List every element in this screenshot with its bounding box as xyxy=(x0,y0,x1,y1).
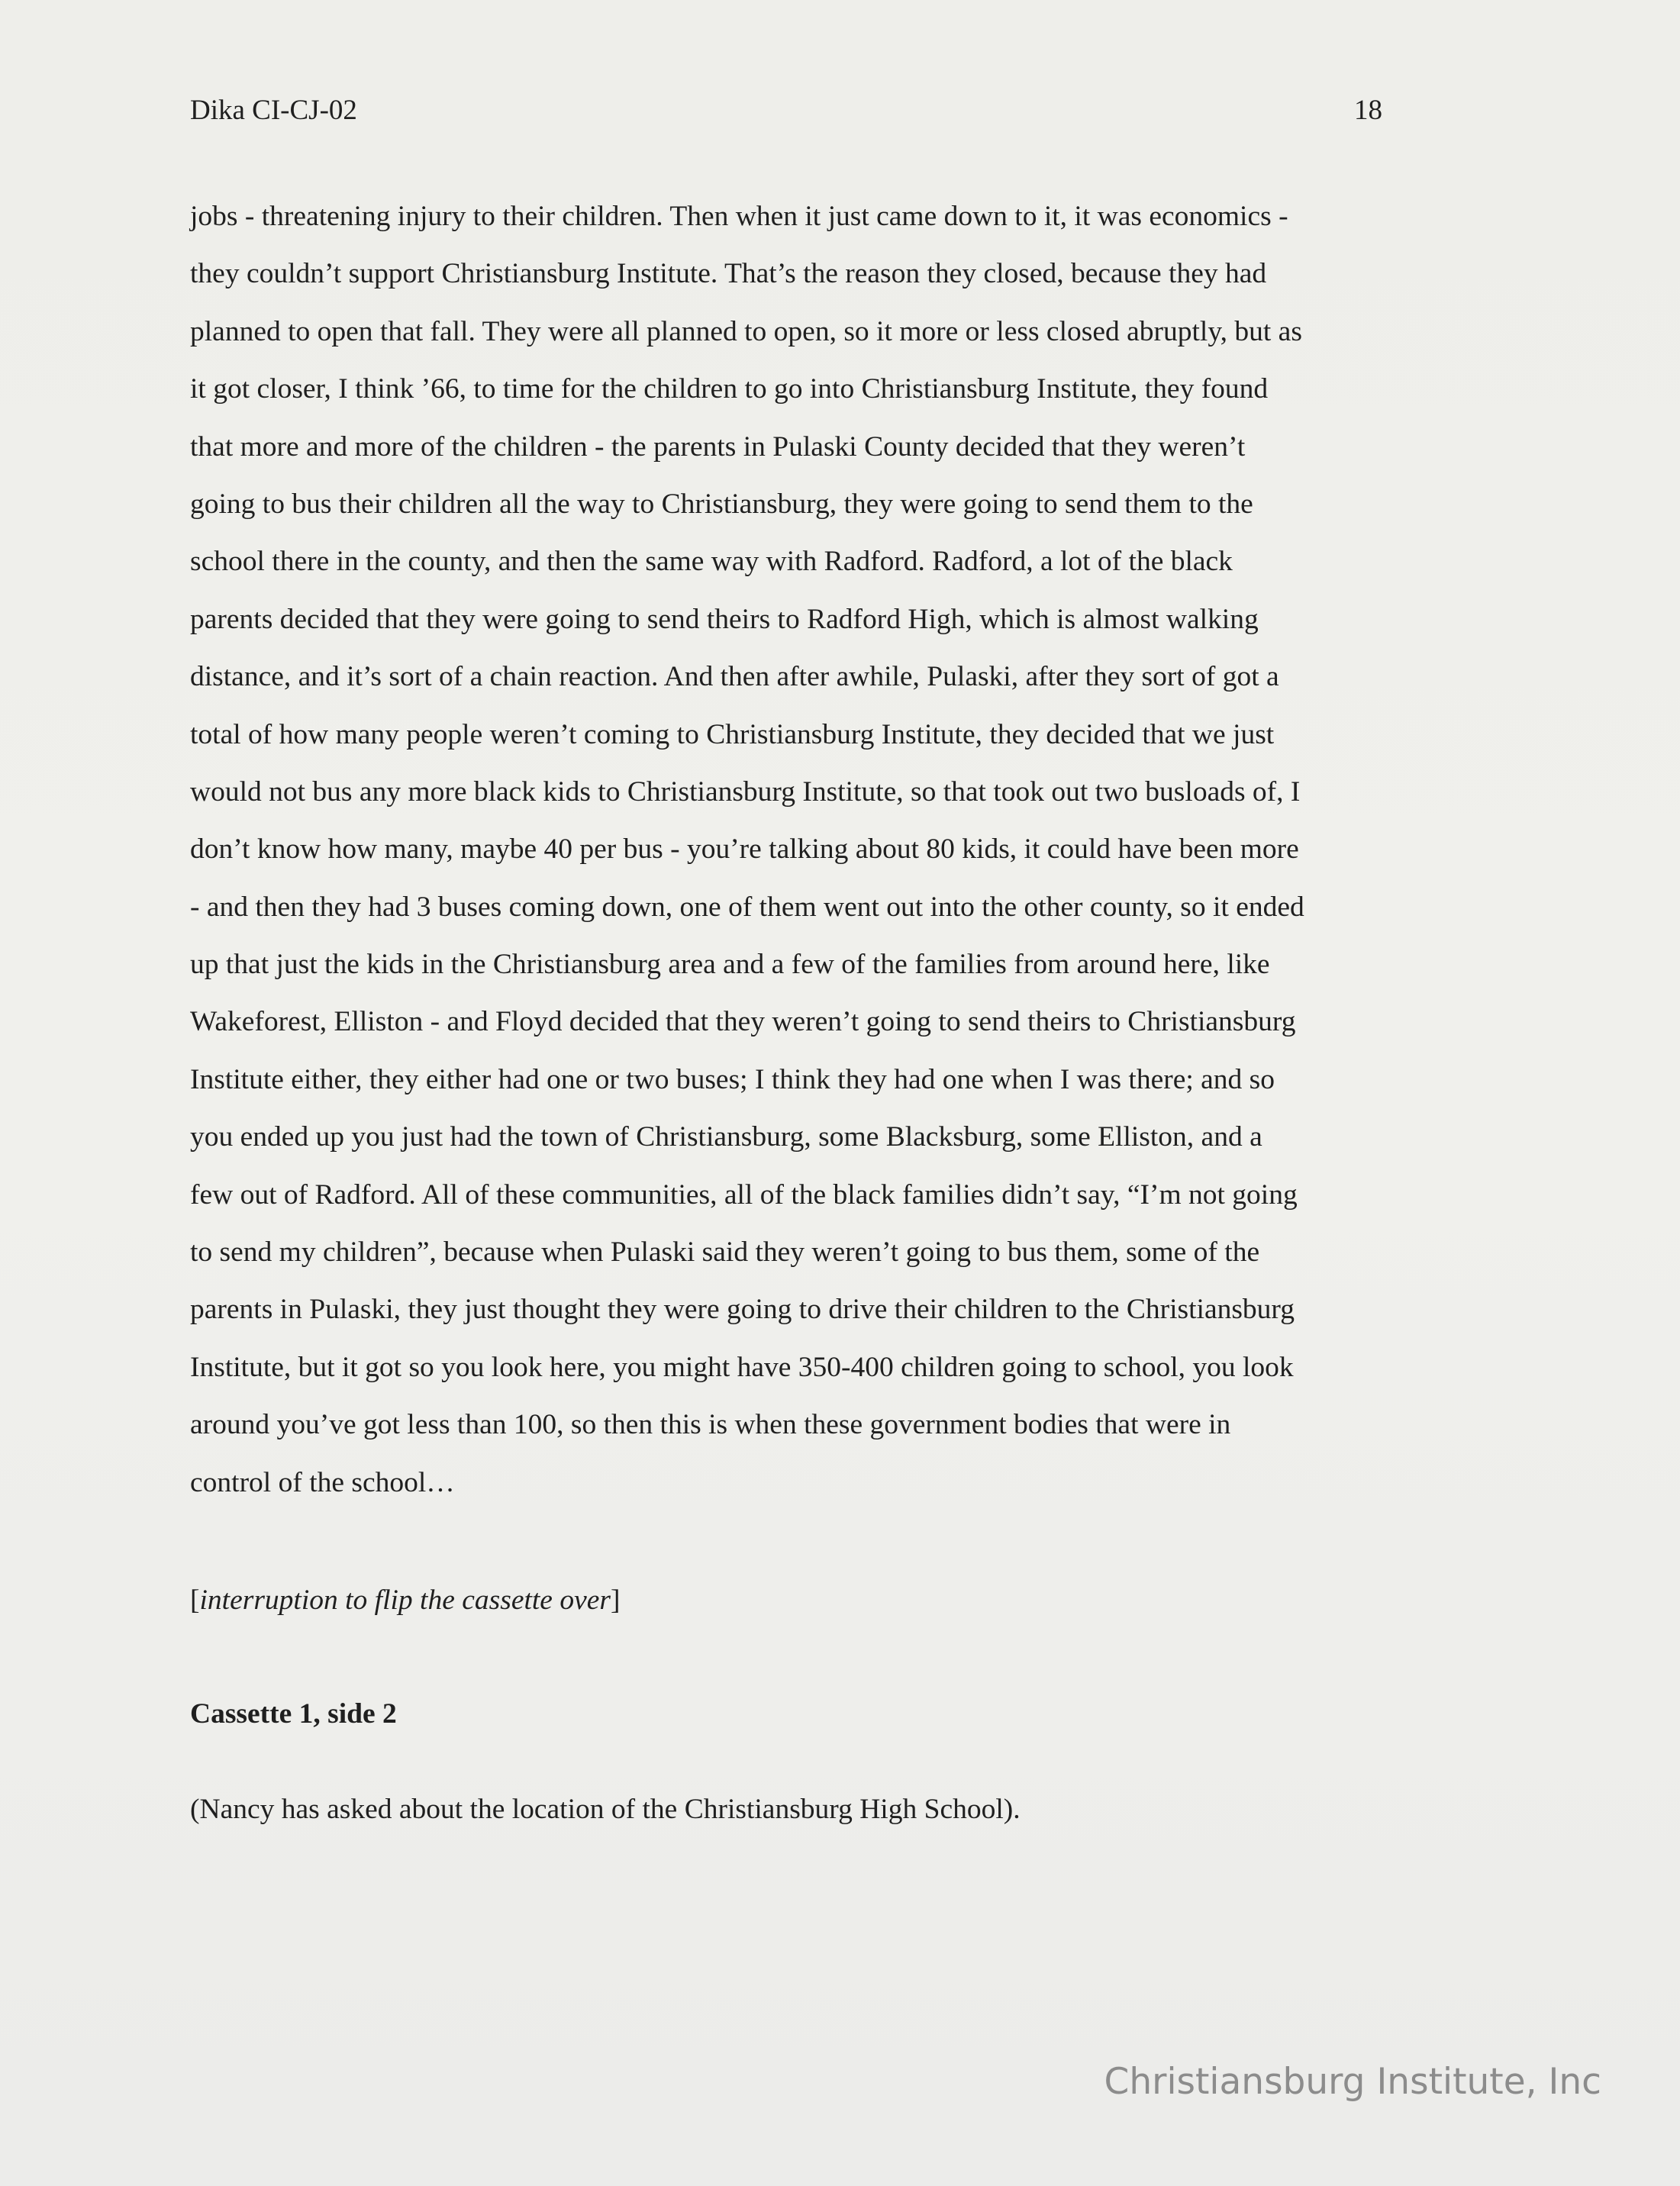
transcript-line: up that just the kids in the Christiansburg area and a few of the families from around here, like xyxy=(190,949,1270,981)
transcript-line: they couldn’t support Christiansburg Institute. That’s the reason they closed, because they had xyxy=(190,258,1267,290)
transcript-line: would not bus any more black kids to Christiansburg Institute, so that took out two busloads of, I xyxy=(190,775,1301,808)
document-id: Dika CI-CJ-02 xyxy=(190,95,357,126)
bracket-open: [ xyxy=(190,1585,200,1616)
transcript-line: jobs - threatening injury to their children. Then when it just came down to it, it was economics - xyxy=(190,201,1288,232)
bracket-close: ] xyxy=(610,1585,621,1616)
transcript-line: planned to open that fall. They were all planned to open, so it more or less closed abruptly, but as xyxy=(190,315,1302,347)
transcript-line: don’t know how many, maybe 40 per bus - you’re talking about 80 kids, it could have been more xyxy=(190,833,1299,866)
transcript-line: around you’ve got less than 100, so then this is when these government bodies that were in xyxy=(190,1409,1231,1441)
transcript-line: control of the school… xyxy=(190,1466,455,1498)
transcript-line: distance, and it’s sort of a chain reaction. And then after awhile, Pulaski, after they sort of got a xyxy=(190,661,1279,693)
transcript-line: few out of Radford. All of these communities, all of the black families didn’t say, “I’m not going xyxy=(190,1178,1298,1211)
transcript-line: you ended up you just had the town of Christiansburg, some Blacksburg, some Elliston, and a xyxy=(190,1121,1262,1153)
interruption-note xyxy=(190,1581,620,1620)
transcript-line: Wakeforest, Elliston - and Floyd decided that they weren’t going to send theirs to Christiansburg xyxy=(190,1006,1296,1038)
transcript-line: parents decided that they were going to send theirs to Radford High, which is almost walking xyxy=(190,603,1259,635)
transcript-line: that more and more of the children - the parents in Pulaski County decided that they weren’t xyxy=(190,430,1246,463)
page-number: 18 xyxy=(1354,95,1382,126)
interruption-text: interruption to flip the cassette over xyxy=(199,1585,611,1616)
transcript-line: parents in Pulaski, they just thought they were going to drive their children to the Christiansburg xyxy=(190,1294,1295,1326)
watermark: Christiansburg Institute, Inc xyxy=(1104,2061,1601,2103)
closing-note: (Nancy has asked about the location of the Christiansburg High School). xyxy=(190,1794,1021,1825)
transcript-line: total of how many people weren’t coming to Christiansburg Institute, they decided that we just xyxy=(190,718,1275,750)
section-heading: Cassette 1, side 2 xyxy=(190,1698,397,1730)
transcript-paragraph xyxy=(190,197,1503,1520)
transcript-line: - and then they had 3 buses coming down, one of them went out into the other county, so it ended xyxy=(190,891,1304,923)
transcript-line: to send my children”, because when Pulaski said they weren’t going to bus them, some of the xyxy=(190,1236,1260,1269)
transcript-line: school there in the county, and then the same way with Radford. Radford, a lot of the black xyxy=(190,546,1233,578)
transcript-line: it got closer, I think ’66, to time for the children to go into Christiansburg Institute, they found xyxy=(190,373,1269,405)
transcript-line: going to bus their children all the way to Christiansburg, they were going to send them to the xyxy=(190,488,1253,520)
transcript-line: Institute, but it got so you look here, you might have 350-400 children going to school, you look xyxy=(190,1351,1294,1383)
transcript-line: Institute either, they either had one or two buses; I think they had one when I was there; and so xyxy=(190,1063,1275,1095)
